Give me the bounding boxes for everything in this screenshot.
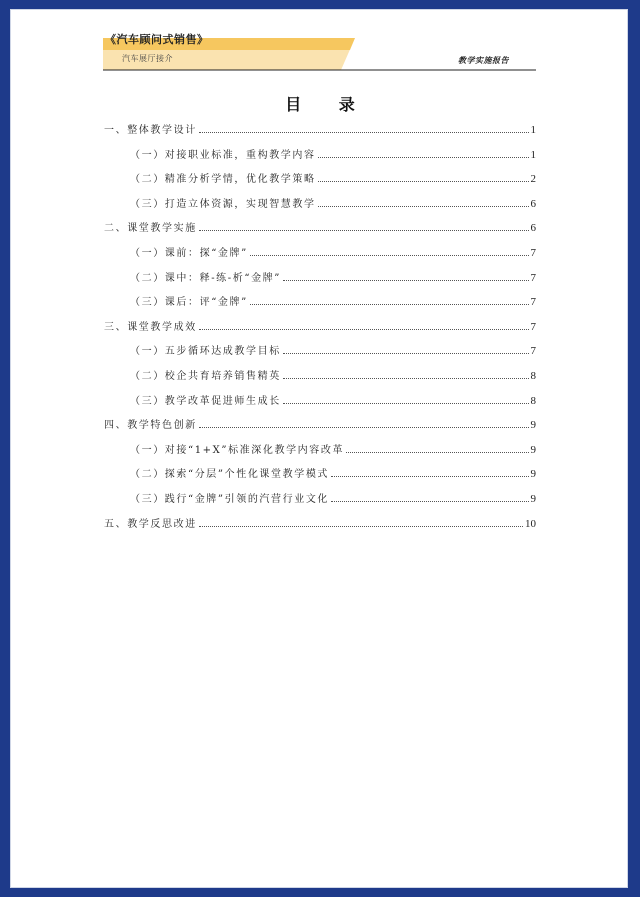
header-title: 《汽车顾问式销售》	[105, 33, 209, 46]
toc-entry[interactable]	[104, 292, 536, 308]
toc-leader-dots	[199, 526, 523, 527]
toc-entry[interactable]	[104, 120, 536, 136]
toc-entry[interactable]	[104, 440, 536, 456]
toc-entry[interactable]	[104, 218, 536, 234]
toc-entry[interactable]	[104, 366, 536, 382]
toc-entry-title: （三）打造立体资源，实现智慧教学	[130, 198, 316, 210]
toc-entry-page-number: 10	[525, 517, 536, 530]
toc-entry-title: （一）五步循环达成教学目标	[130, 346, 281, 358]
toc-entry-page-number: 6	[530, 197, 536, 210]
toc-entry-title: 二、课堂教学实施	[104, 223, 197, 235]
toc-entry-page-number: 2	[530, 173, 536, 186]
toc-entry-page-number: 9	[530, 443, 536, 456]
toc-entry-title: （二）精准分析学情，优化教学策略	[130, 174, 316, 186]
toc-entry-page-number: 1	[530, 124, 536, 136]
toc-entry[interactable]	[104, 268, 536, 284]
toc-leader-dots	[331, 476, 528, 477]
toc-leader-dots	[199, 230, 529, 231]
toc-entry-title: 五、教学反思改进	[104, 518, 197, 530]
toc-leader-dots	[283, 280, 529, 281]
toc-entry-title: （三）课后：评“金牌”	[130, 297, 248, 309]
toc-leader-dots	[318, 157, 529, 158]
toc-entry-page-number: 6	[530, 222, 536, 235]
toc-entry[interactable]	[104, 514, 536, 530]
toc-leader-dots	[283, 353, 529, 354]
toc-leader-dots	[318, 181, 529, 182]
toc-entry-title: 四、教学特色创新	[104, 420, 197, 432]
toc-entry-title: 一、整体教学设计	[104, 125, 197, 136]
toc-entry-page-number: 7	[530, 345, 536, 358]
toc-leader-dots	[199, 132, 529, 133]
toc-entry[interactable]	[104, 464, 536, 480]
toc-entry-title: （二）探索“分层”个性化课堂教学模式	[130, 469, 330, 481]
toc-entry[interactable]	[104, 169, 536, 185]
toc-entry-page-number: 9	[530, 468, 536, 481]
toc-entry-title: 三、课堂教学成效	[104, 321, 197, 333]
toc-leader-dots	[199, 427, 529, 428]
toc-entry[interactable]	[104, 243, 536, 259]
toc-leader-dots	[331, 501, 528, 502]
toc-entry-title: （一）对接“1+X”标准深化教学内容改革	[130, 444, 345, 456]
toc-leader-dots	[346, 452, 528, 453]
toc-entry-page-number: 8	[530, 394, 536, 407]
toc-entry-page-number: 8	[530, 370, 536, 382]
toc-leader-dots	[199, 329, 529, 330]
toc-entry-page-number: 7	[530, 271, 536, 284]
toc-heading: 目 录	[285, 95, 371, 114]
toc-entry-page-number: 7	[530, 247, 536, 259]
toc-entry-title: （三）践行“金牌”引领的汽营行业文化	[130, 494, 330, 505]
toc-entry[interactable]	[104, 391, 536, 407]
header-decoration	[0, 0, 640, 80]
toc-entry[interactable]	[104, 194, 536, 210]
toc-entry-page-number: 7	[530, 296, 536, 309]
toc-entry-title: （一）对接职业标准，重构教学内容	[130, 149, 316, 161]
toc-entry[interactable]	[104, 489, 536, 505]
toc-entry-title: （一）课前：探“金牌”	[130, 248, 248, 259]
header-subtitle: 汽车展厅接介	[122, 54, 173, 63]
toc-leader-dots	[283, 378, 529, 379]
toc-entry-page-number: 9	[530, 493, 536, 505]
toc-entry[interactable]	[104, 415, 536, 431]
toc-entry[interactable]	[104, 317, 536, 333]
header-report-label: 教学实施报告	[458, 55, 509, 65]
toc-entry-page-number: 9	[530, 419, 536, 432]
toc-entry[interactable]	[104, 145, 536, 161]
toc-entry-title: （二）课中：释-练-析“金牌”	[130, 272, 281, 284]
toc-entry-page-number: 1	[530, 148, 536, 161]
toc-leader-dots	[250, 304, 529, 305]
toc-entry-page-number: 7	[530, 320, 536, 333]
toc-leader-dots	[283, 403, 529, 404]
toc-entry[interactable]	[104, 341, 536, 357]
toc-entry-title: （二）校企共育培养销售精英	[130, 371, 281, 382]
toc-entry-title: （三）教学改革促进师生成长	[130, 395, 281, 407]
toc-leader-dots	[250, 255, 529, 256]
toc-leader-dots	[318, 206, 529, 207]
